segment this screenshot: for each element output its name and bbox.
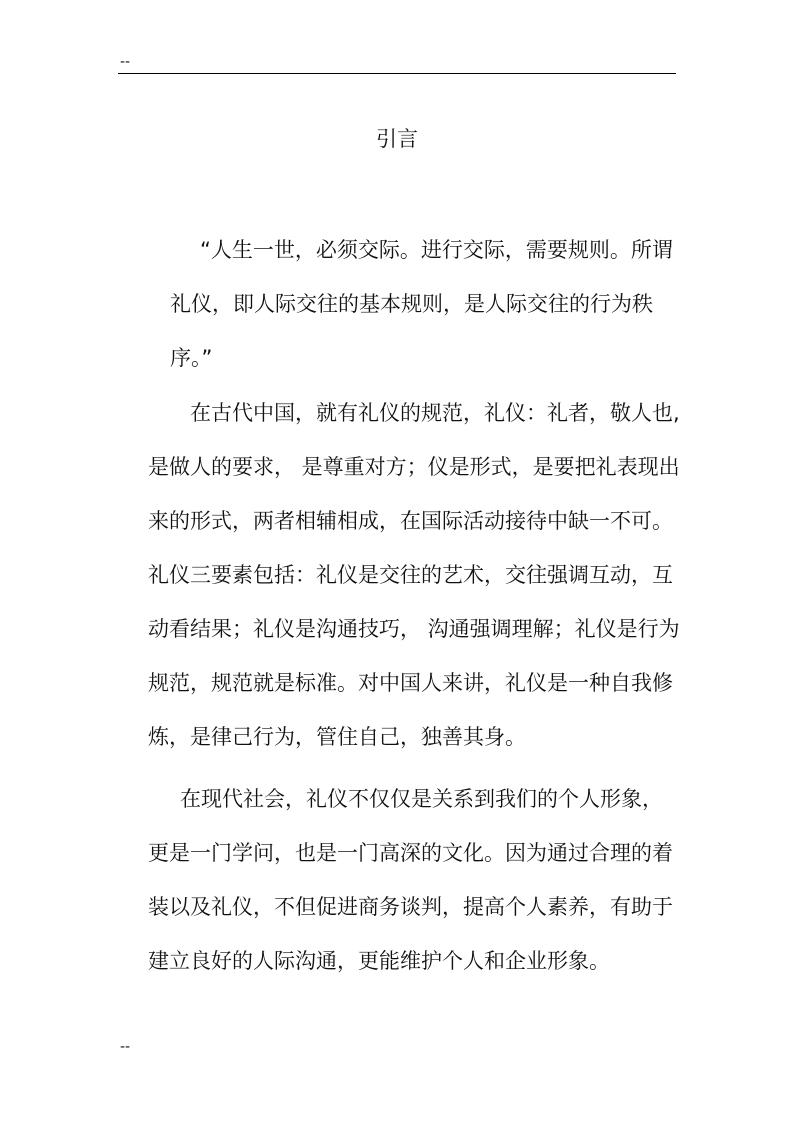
paragraph-2-line-1: 在古代中国，就有礼仪的规范，礼仪：礼者，敬人也, [190,401,680,425]
quote-paragraph [170,223,690,385]
paragraph-2-line-3: 来的形式，两者相辅相成，在国际活动接待中缺一不可。 [148,509,673,533]
paragraph-2-line-6: 规范，规范就是标准。对中国人来讲，礼仪是一种自我修 [148,671,673,695]
paragraph-3-line-2: 更是一门学问，也是一门高深的文化。因为通过合理的着 [148,841,673,865]
quote-line-2: 礼仪，即人际交往的基本规则，是人际交往的行为秩 [170,292,653,316]
paragraph-3-line-1: 在现代社会，礼仪不仅仅是关系到我们的个人形象， [180,787,663,811]
page-title: 引言 [376,127,418,151]
paragraph-2-line-7: 炼，是律己行为，管住自己，独善其身。 [148,725,526,749]
paragraph-2-line-2: 是做人的要求， 是尊重对方；仪是形式，是要把礼表现出 [148,455,680,479]
header-mark: -- [120,54,131,70]
paragraph-3 [148,772,708,988]
paragraph-2-line-5: 动看结果；礼仪是沟通技巧， 沟通强调理解；礼仪是行为 [148,617,680,641]
quote-line-1: “人生一世，必须交际。进行交际，需要规则。所谓 [200,238,673,262]
footer-mark: -- [120,1039,131,1055]
quote-line-3: 序。” [170,346,213,370]
paragraph-2 [148,386,708,764]
paragraph-3-line-4: 建立良好的人际沟通，更能维护个人和企业形象。 [148,949,610,973]
paragraph-3-line-3: 装以及礼仪，不但促进商务谈判，提高个人素养，有助于 [148,895,673,919]
paragraph-2-line-4: 礼仪三要素包括：礼仪是交往的艺术，交往强调互动，互 [148,563,673,587]
header-rule [118,73,676,74]
